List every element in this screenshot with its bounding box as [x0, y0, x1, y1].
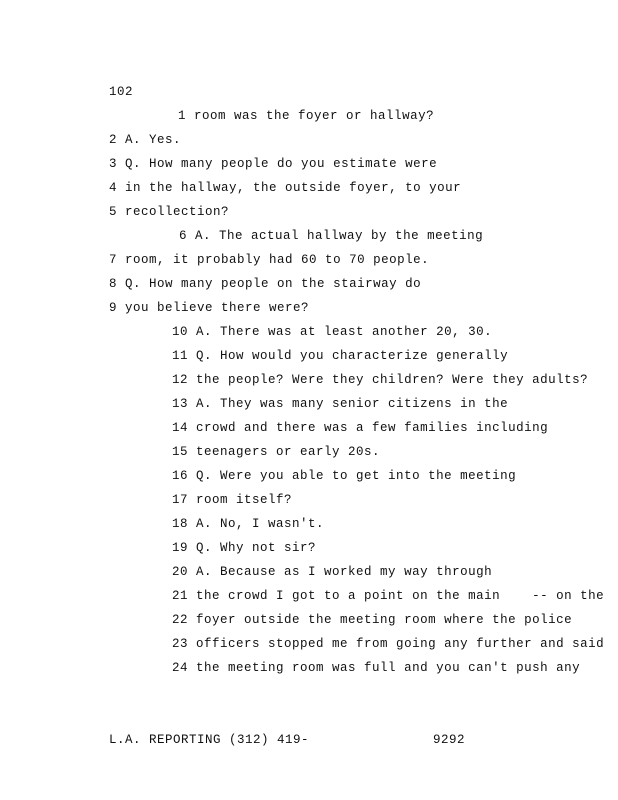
footer-number: 9292 — [433, 733, 466, 747]
transcript-line — [172, 349, 508, 363]
line-text: foyer outside the meeting room where the police — [196, 613, 573, 627]
transcript-line — [109, 253, 429, 267]
transcript-line — [109, 157, 437, 171]
line-number: 9 — [109, 301, 118, 315]
line-text: Q. Were you able to get into the meeting — [196, 469, 517, 483]
transcript-line — [179, 229, 483, 243]
line-text: you believe there were? — [125, 301, 310, 315]
line-number: 3 — [109, 157, 118, 171]
line-number: 8 — [109, 277, 118, 291]
line-number: 1 — [178, 109, 187, 123]
line-text: Q. Why not sir? — [196, 541, 317, 555]
transcript-line — [172, 373, 588, 387]
line-number: 4 — [109, 181, 118, 195]
transcript-line — [172, 661, 580, 675]
line-text: teenagers or early 20s. — [196, 445, 381, 459]
line-number: 17 — [172, 493, 189, 507]
line-text: Q. How many people do you estimate were — [125, 157, 438, 171]
line-number: 12 — [172, 373, 189, 387]
transcript-line — [172, 613, 572, 627]
line-number: 6 — [179, 229, 188, 243]
transcript-line — [109, 181, 461, 195]
line-number: 5 — [109, 205, 118, 219]
transcript-line — [109, 277, 421, 291]
transcript-line — [172, 517, 324, 531]
line-text: in the hallway, the outside foyer, to your — [125, 181, 462, 195]
page-number: 102 — [109, 85, 134, 99]
line-number: 13 — [172, 397, 189, 411]
line-text: A. Because as I worked my way through — [196, 565, 493, 579]
line-text: A. There was at least another 20, 30. — [196, 325, 493, 339]
line-number: 22 — [172, 613, 189, 627]
line-text: A. No, I wasn't. — [196, 517, 325, 531]
line-number: 14 — [172, 421, 189, 435]
transcript-line — [172, 325, 492, 339]
footer-reporter: L.A. REPORTING (312) 419- — [109, 733, 310, 747]
transcript-line — [109, 133, 181, 147]
line-text: room was the foyer or hallway? — [194, 109, 435, 123]
line-number: 24 — [172, 661, 189, 675]
line-text: recollection? — [125, 205, 230, 219]
line-text: Q. How many people on the stairway do — [125, 277, 422, 291]
line-number: 19 — [172, 541, 189, 555]
transcript-line — [172, 541, 316, 555]
line-text: officers stopped me from going any further and said — [196, 637, 605, 651]
line-text: crowd and there was a few families including — [196, 421, 549, 435]
transcript-line — [172, 469, 516, 483]
line-number: 20 — [172, 565, 189, 579]
transcript-line — [109, 301, 309, 315]
line-text: the people? Were they children? Were they adults? — [196, 373, 589, 387]
transcript-line — [172, 565, 492, 579]
line-number: 7 — [109, 253, 118, 267]
line-text: A. Yes. — [125, 133, 182, 147]
transcript-line — [172, 637, 604, 651]
line-number: 23 — [172, 637, 189, 651]
line-number: 15 — [172, 445, 189, 459]
transcript-line — [172, 589, 604, 603]
line-number: 10 — [172, 325, 189, 339]
line-text: A. They was many senior citizens in the — [196, 397, 509, 411]
line-text: Q. How would you characterize generally — [196, 349, 509, 363]
line-number: 21 — [172, 589, 189, 603]
line-text: the crowd I got to a point on the main -- on the — [196, 589, 605, 603]
transcript-line — [178, 109, 434, 123]
line-number: 2 — [109, 133, 118, 147]
line-text: room itself? — [196, 493, 293, 507]
transcript-line — [172, 397, 508, 411]
line-text: the meeting room was full and you can't push any — [196, 661, 581, 675]
line-number: 11 — [172, 349, 189, 363]
line-number: 18 — [172, 517, 189, 531]
transcript-line — [109, 205, 229, 219]
line-number: 16 — [172, 469, 189, 483]
transcript-line — [172, 421, 548, 435]
transcript-line — [172, 445, 380, 459]
transcript-line — [172, 493, 292, 507]
line-text: room, it probably had 60 to 70 people. — [125, 253, 430, 267]
line-text: A. The actual hallway by the meeting — [195, 229, 484, 243]
